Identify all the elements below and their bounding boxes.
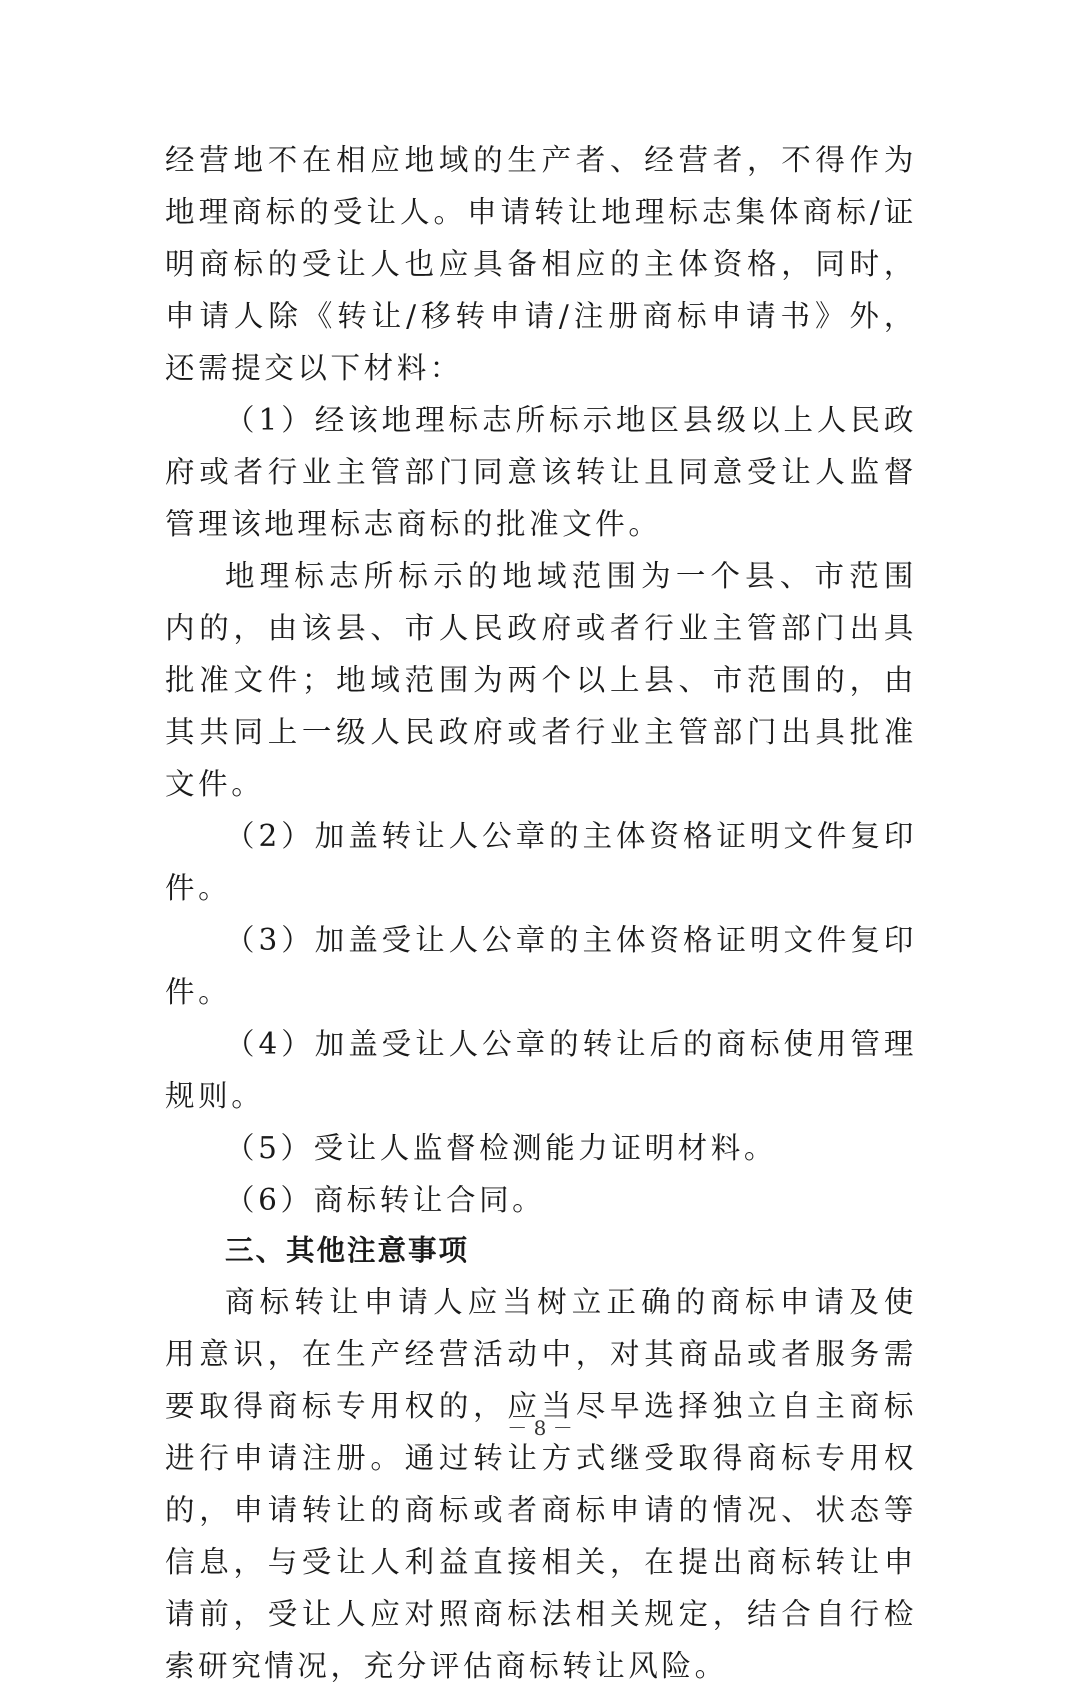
list-item-6: （6）商标转让合同。 [225, 1183, 546, 1217]
paragraph-closing: 商标转让申请人应当树立正确的商标申请及使用意识，在生产经营活动中，对其商品或者服务需要取得商标专用权的，应当尽早选择独立自主商标进行申请注册。通过转让方式继受取得商标专用权的，申请转让的商标或者商标申请的情况、状态等信息，与受让人利益直接相关，在提出商标转让申请前，受让人应对照商标法相关规定，结合自行检索研究情况，充分评估商标转让风险。 [165, 1285, 917, 1683]
document-body [165, 134, 917, 1692]
list-item-2: （2）加盖转让人公章的主体资格证明文件复印件。 [165, 819, 917, 905]
list-item-3: （3）加盖受让人公章的主体资格证明文件复印件。 [165, 923, 917, 1009]
page-number: － 8 － [507, 1416, 573, 1440]
list-item-4: （4）加盖受让人公章的转让后的商标使用管理规则。 [165, 1027, 917, 1113]
paragraph-continuation: 经营地不在相应地域的生产者、经营者，不得作为地理商标的受让人。申请转让地理标志集体商标/证明商标的受让人也应具备相应的主体资格，同时，申请人除《转让/移转申请/注册商标申请书》外，还需提交以下材料： [165, 143, 917, 385]
list-item-5: （5）受让人监督检测能力证明材料。 [225, 1131, 777, 1165]
section-heading: 三、其他注意事项 [225, 1234, 470, 1267]
paragraph-scope: 地理标志所标示的地域范围为一个县、市范围内的，由该县、市人民政府或者行业主管部门出具批准文件；地域范围为两个以上县、市范围的，由其共同上一级人民政府或者行业主管部门出具批准文件。 [165, 559, 917, 801]
list-item-1: （1）经该地理标志所标示地区县级以上人民政府或者行业主管部门同意该转让且同意受让人监督管理该地理标志商标的批准文件。 [165, 403, 917, 541]
